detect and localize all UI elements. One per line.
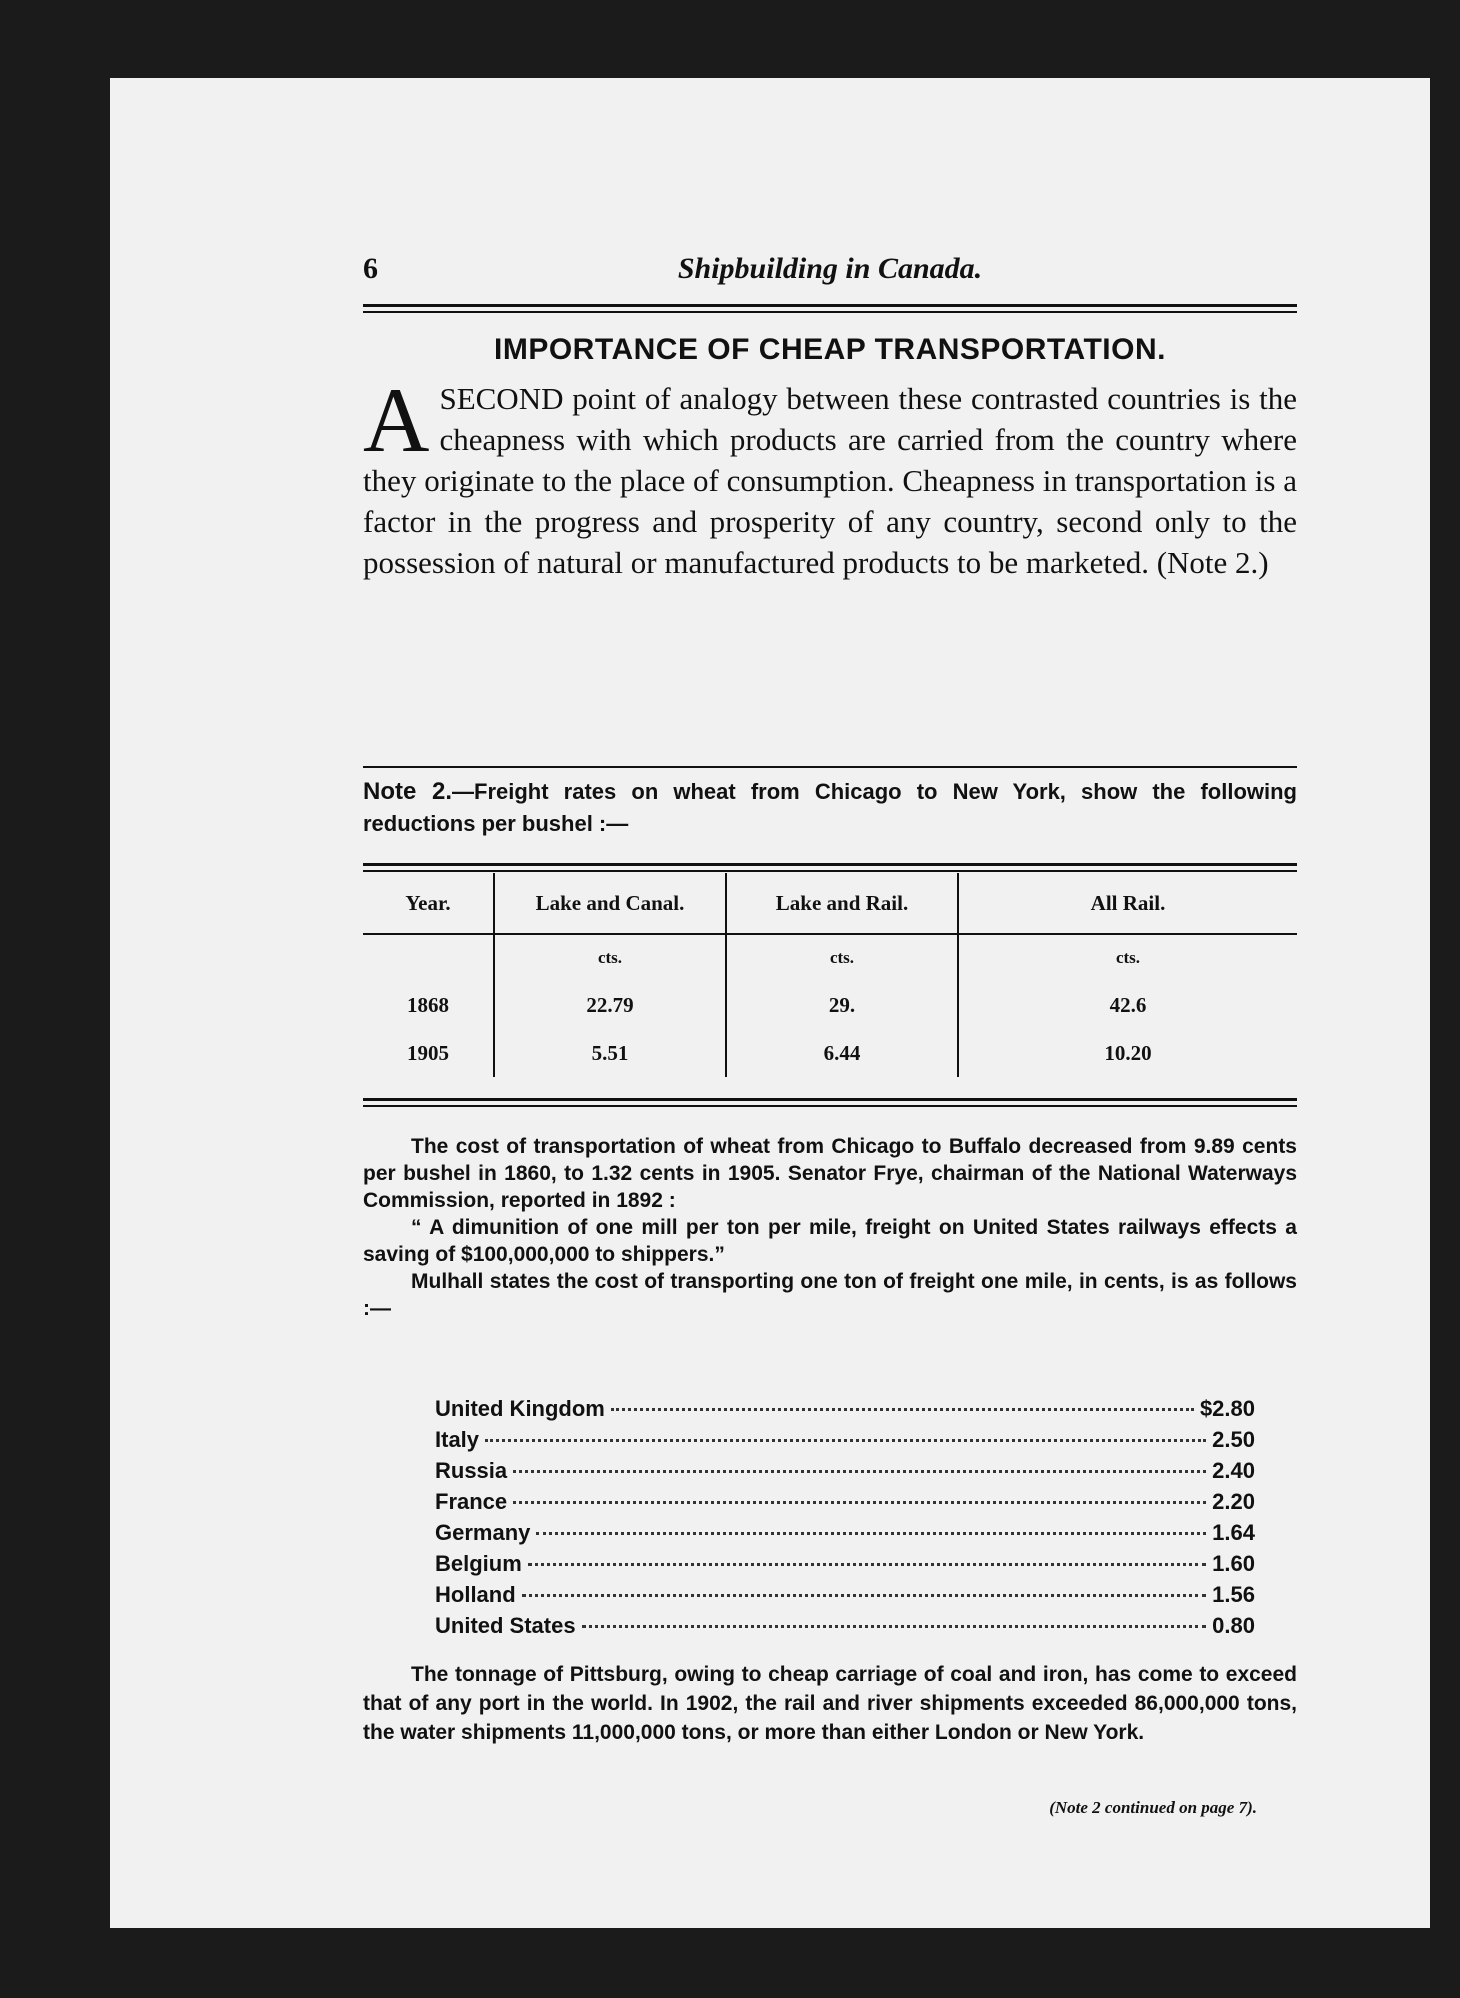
- paragraph: The cost of transportation of wheat from Chicago to Buffalo decreased from 9.89 cents per bushel in 1860, to 1.32 cents in 1905. Senator Frye, chairman of the National Waterways Commission, reported in 1892 :: [363, 1135, 1297, 1212]
- list-item: [435, 1520, 1255, 1551]
- unit-cell: cts.: [726, 934, 958, 981]
- note-rule: [363, 766, 1297, 768]
- cost-value: 1.64: [1212, 1520, 1255, 1545]
- continued-note: (Note 2 continued on page 7).: [1049, 1798, 1257, 1817]
- dot-leader: [522, 1594, 1207, 1597]
- header-lake-rail: Lake and Rail.: [726, 873, 958, 934]
- list-item: [435, 1427, 1255, 1458]
- dot-leader: [611, 1408, 1194, 1411]
- country-name: United States: [435, 1613, 576, 1638]
- table-cell: 1905: [407, 1040, 449, 1065]
- dot-leader: [513, 1501, 1206, 1504]
- unit-cell: cts.: [494, 934, 726, 981]
- table-bottom-rule: [363, 1098, 1297, 1107]
- intro-text: SECOND point of analogy between these contrasted countries is the cheapness with which products are carried from the country where they originate to the place of consumption. Cheapness in transportation is a factor in the progress and prosperity of any country, second only to the possession of natural or manufactured products to be marketed. (Note 2.): [363, 381, 1297, 580]
- section-title: IMPORTANCE OF CHEAP TRANSPORTATION.: [494, 333, 1166, 366]
- list-item: [435, 1396, 1255, 1427]
- unit-cell: cts.: [958, 934, 1297, 981]
- list-item: [435, 1489, 1255, 1520]
- country-name: Russia: [435, 1458, 508, 1483]
- cost-value: 0.80: [1212, 1613, 1255, 1638]
- header-all-rail: All Rail.: [958, 873, 1297, 934]
- table-cell: 42.6: [958, 981, 1297, 1029]
- header-rule: [363, 304, 1297, 313]
- table-cell: 22.79: [494, 981, 726, 1029]
- country-name: United Kingdom: [435, 1396, 605, 1421]
- list-item: [435, 1582, 1255, 1613]
- dot-leader: [513, 1470, 1206, 1473]
- note-lead: Note 2.: [363, 778, 453, 805]
- quote-paragraph: “ A dimunition of one mill per ton per mile, freight on United States railways effects a saving of $100,000,000 to shippers.”: [363, 1216, 1297, 1266]
- list-item: [435, 1613, 1255, 1644]
- country-name: Holland: [435, 1582, 516, 1607]
- country-name: Belgium: [435, 1551, 522, 1576]
- table-row: [363, 981, 1297, 1029]
- units-row: [363, 934, 1297, 981]
- freight-rates-table: [363, 873, 1297, 1077]
- list-item: [435, 1551, 1255, 1582]
- dot-leader: [485, 1439, 1206, 1442]
- table-cell: 10.20: [958, 1029, 1297, 1077]
- cost-value: 2.50: [1212, 1427, 1255, 1452]
- cost-value: $2.80: [1199, 1396, 1255, 1421]
- note-2: [363, 776, 1297, 840]
- table-row: [363, 1029, 1297, 1077]
- header-lake-canal: Lake and Canal.: [494, 873, 726, 934]
- drop-cap: A: [363, 369, 430, 471]
- cost-value: 2.20: [1212, 1489, 1255, 1514]
- header-year: Year.: [363, 873, 494, 934]
- cost-value: 1.60: [1212, 1551, 1255, 1576]
- note-text: —Freight rates on wheat from Chicago to New York, show the following reductions per bushel :—: [363, 779, 1297, 836]
- unit-cell: [363, 934, 494, 981]
- cost-per-ton-list: [435, 1396, 1255, 1644]
- dot-leader: [528, 1563, 1206, 1566]
- scanned-page: [110, 78, 1430, 1928]
- dot-leader: [536, 1532, 1206, 1535]
- list-item: [435, 1458, 1255, 1489]
- table-cell: 1868: [407, 992, 449, 1017]
- transport-cost-text: [363, 1133, 1297, 1322]
- page-number: 6: [363, 252, 378, 285]
- table-cell: 5.51: [494, 1029, 726, 1077]
- country-name: Germany: [435, 1520, 531, 1545]
- dot-leader: [582, 1625, 1207, 1628]
- running-title: Shipbuilding in Canada.: [677, 252, 983, 285]
- intro-paragraph: [363, 369, 1297, 583]
- table-cell: 29.: [726, 981, 958, 1029]
- country-name: France: [435, 1489, 508, 1514]
- table-top-rule: [363, 863, 1297, 872]
- table-cell: 6.44: [726, 1029, 958, 1077]
- country-name: Italy: [435, 1427, 480, 1452]
- page-header: [363, 248, 1297, 298]
- table-header-row: [363, 873, 1297, 934]
- paragraph: The tonnage of Pittsburg, owing to cheap carriage of coal and iron, has come to exceed that of any port in the world. In 1902, the rail and river shipments exceeded 86,000,000 tons, the water shipments 11,000,000 tons, or more than either London or New York.: [363, 1663, 1297, 1744]
- cost-value: 2.40: [1212, 1458, 1255, 1483]
- paragraph: Mulhall states the cost of transporting one ton of freight one mile, in cents, is as follows :—: [363, 1270, 1297, 1320]
- pittsburg-paragraph: [363, 1660, 1297, 1747]
- cost-value: 1.56: [1212, 1582, 1255, 1607]
